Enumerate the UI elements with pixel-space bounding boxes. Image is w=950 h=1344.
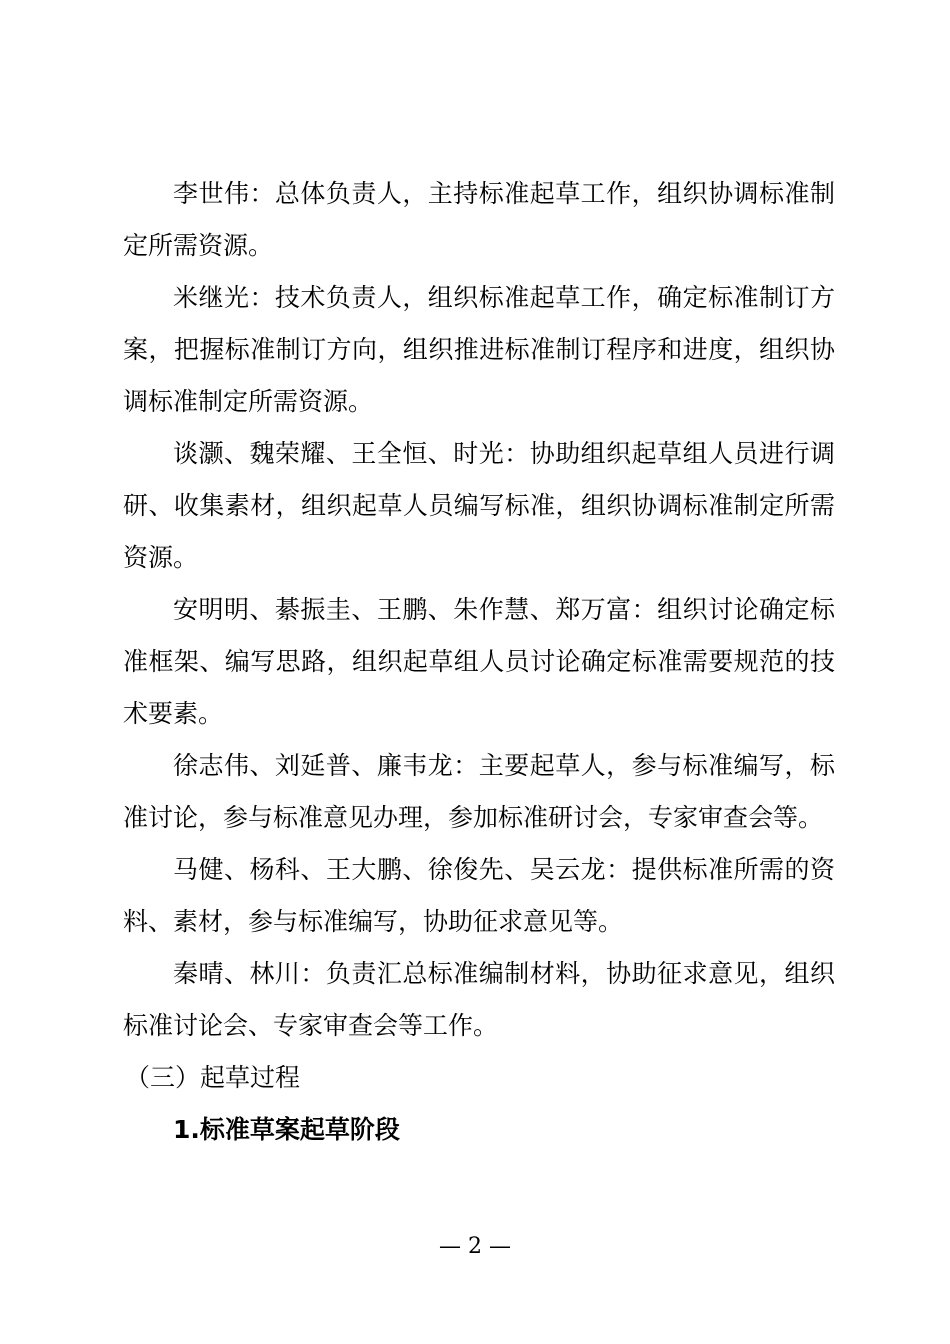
section-heading: （三）起草过程 [125, 1063, 301, 1092]
paragraph-xu-zhiwei-group: 徐志伟、刘延普、廉韦龙：主要起草人，参与标准编写，标准讨论，参与标准意见办理，参加标准研讨会，专家审查会等。 [123, 751, 835, 832]
paragraph-mi-jiguang: 米继光：技术负责人，组织标准起草工作，确定标准制订方案，把握标准制订方向，组织推进标准制订程序和进度，组织协调标准制定所需资源。 [123, 283, 835, 416]
paragraph-qin-qing-group: 秦晴、林川：负责汇总标准编制材料，协助征求意见，组织标准讨论会、专家审查会等工作。 [123, 959, 835, 1040]
document-body [123, 168, 835, 1156]
paragraph-li-shiwei: 李世伟：总体负责人，主持标准起草工作，组织协调标准制定所需资源。 [123, 179, 835, 260]
page-number: — 2 — [439, 1234, 511, 1259]
paragraph-an-mingming-group: 安明明、綦振圭、王鹏、朱作慧、郑万富：组织讨论确定标准框架、编写思路，组织起草组人员讨论确定标准需要规范的技术要素。 [123, 595, 835, 728]
sub-heading: 1.标准草案起草阶段 [173, 1115, 400, 1144]
paragraph-tan-hao-group: 谈灏、魏荣耀、王全恒、时光：协助组织起草组人员进行调研、收集素材，组织起草人员编写标准，组织协调标准制定所需资源。 [123, 439, 835, 572]
paragraph-ma-jian-group: 马健、杨科、王大鹏、徐俊先、吴云龙：提供标准所需的资料、素材，参与标准编写，协助征求意见等。 [123, 855, 835, 936]
